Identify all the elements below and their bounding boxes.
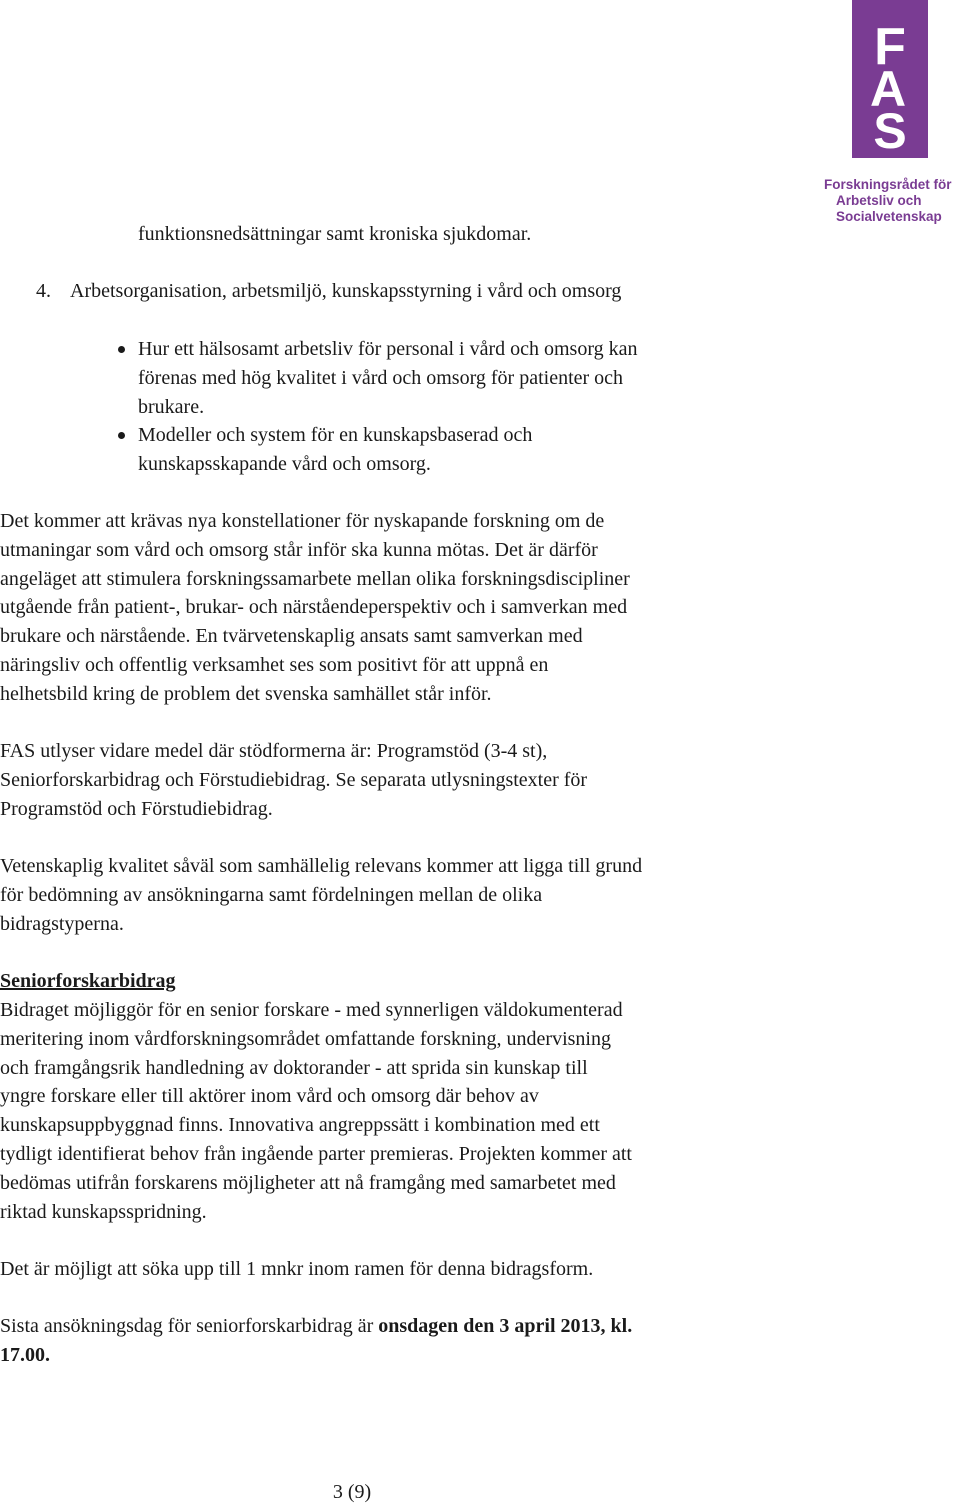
bullet-dot bbox=[118, 432, 125, 439]
logo-letter-f: F bbox=[874, 18, 906, 76]
bullet-line: Hur ett hälsosamt arbetsliv för personal i vård och omsorg kan bbox=[138, 338, 638, 360]
text-line: Vetenskaplig kvalitet såväl som samhällelig relevans kommer att ligga till grund bbox=[0, 855, 643, 877]
text-line: bedömas utifrån forskarens möjligheter att nå framgång med samarbetet med bbox=[0, 1171, 616, 1194]
text-line: Det är möjligt att söka upp till 1 mnkr inom ramen för denna bidragsform. bbox=[0, 1258, 594, 1280]
text-line: yngre forskare eller till aktörer inom vård och omsorg där behov av bbox=[0, 1085, 539, 1108]
paragraph-deadline bbox=[0, 1312, 632, 1370]
logo-line-3: Socialvetenskap bbox=[836, 209, 942, 224]
text-line: funktionsnedsättningar samt kroniska sjukdomar. bbox=[138, 223, 532, 245]
paragraph-konstellationer bbox=[0, 507, 630, 709]
logo-line-1: Forskningsrådet för bbox=[824, 177, 952, 192]
paragraph-belopp bbox=[0, 1255, 593, 1284]
continuation-line bbox=[138, 220, 531, 249]
deadline-prefix: Sista ansökningsdag för seniorforskarbidrag är bbox=[0, 1315, 379, 1337]
logo-line-2: Arbetsliv och bbox=[836, 193, 922, 208]
text-line: utmaningar som vård och omsorg står inför ska kunna mötas. Det är därför bbox=[0, 538, 598, 561]
paragraph-kvalitet bbox=[0, 852, 642, 938]
page-number: 3 (9) bbox=[332, 1481, 372, 1503]
text-line: och framgångsrik handledning av doktorander - att sprida sin kunskap till bbox=[0, 1056, 588, 1079]
text-line: bidragstyperna. bbox=[0, 912, 124, 935]
text-line: kunskapsuppbyggnad finns. Innovativa angreppssätt i kombination med ett bbox=[0, 1114, 600, 1137]
bullet-dot bbox=[118, 346, 125, 353]
item-heading: Arbetsorganisation, arbetsmiljö, kunskapsstyrning i vård och omsorg bbox=[70, 280, 622, 302]
paragraph-seniorforskarbidrag bbox=[0, 996, 632, 1226]
text-line: angeläget att stimulera forskningssamarbete mellan olika forskningsdiscipliner bbox=[0, 567, 630, 590]
text-line: Bidraget möjliggör för en senior forskare - med synnerligen väldokumenterad bbox=[0, 999, 623, 1021]
section-heading bbox=[0, 967, 176, 996]
text-line: FAS utlyser vidare medel där stödformerna är: Programstöd (3-4 st), bbox=[0, 740, 548, 762]
logo-wordmark bbox=[824, 177, 960, 225]
logo-letter-s: S bbox=[873, 103, 907, 158]
bullet-line: förenas med hög kvalitet i vård och omsorg för patienter och bbox=[138, 367, 624, 389]
text-line: brukare och närstående. En tvärvetenskaplig ansats samt samverkan med bbox=[0, 625, 583, 648]
deadline-date: onsdagen den 3 april 2013, kl. bbox=[378, 1315, 633, 1337]
item-number: 4. bbox=[36, 280, 51, 302]
text-line: näringsliv och offentlig verksamhet ses som positivt för att uppnå en bbox=[0, 653, 549, 676]
text-line: för bedömning av ansökningarna samt fördelningen mellan de olika bbox=[0, 883, 543, 906]
text-line: helhetsbild kring de problem det svenska samhället står inför. bbox=[0, 682, 492, 705]
section-title: Seniorforskarbidrag bbox=[0, 970, 176, 992]
text-line: tydligt identifierat behov från ingående parter premieras. Projekten kommer att bbox=[0, 1142, 632, 1165]
bullet-line: brukare. bbox=[138, 396, 205, 418]
text-line: Programstöd och Förstudiebidrag. bbox=[0, 797, 273, 820]
deadline-time: 17.00. bbox=[0, 1343, 50, 1366]
text-line: riktad kunskapsspridning. bbox=[0, 1200, 207, 1223]
paragraph-stodformer bbox=[0, 737, 587, 823]
logo-letter-a: A bbox=[869, 61, 907, 117]
bullet-line: kunskapsskapande vård och omsorg. bbox=[138, 453, 431, 475]
text-line: utgående från patient-, brukar- och närståendeperspektiv och i samverkan med bbox=[0, 596, 628, 619]
text-line: Det kommer att krävas nya konstellationer för nyskapande forskning om de bbox=[0, 510, 605, 532]
bullet-line: Modeller och system för en kunskapsbaserad och bbox=[138, 424, 533, 446]
fas-logo-mark bbox=[852, 0, 928, 158]
text-line: meritering inom vårdforskningsområdet omfattande forskning, undervisning bbox=[0, 1027, 611, 1050]
fas-logo bbox=[824, 0, 960, 230]
text-line: Seniorforskarbidrag och Förstudiebidrag. Se separata utlysningstexter för bbox=[0, 768, 588, 791]
